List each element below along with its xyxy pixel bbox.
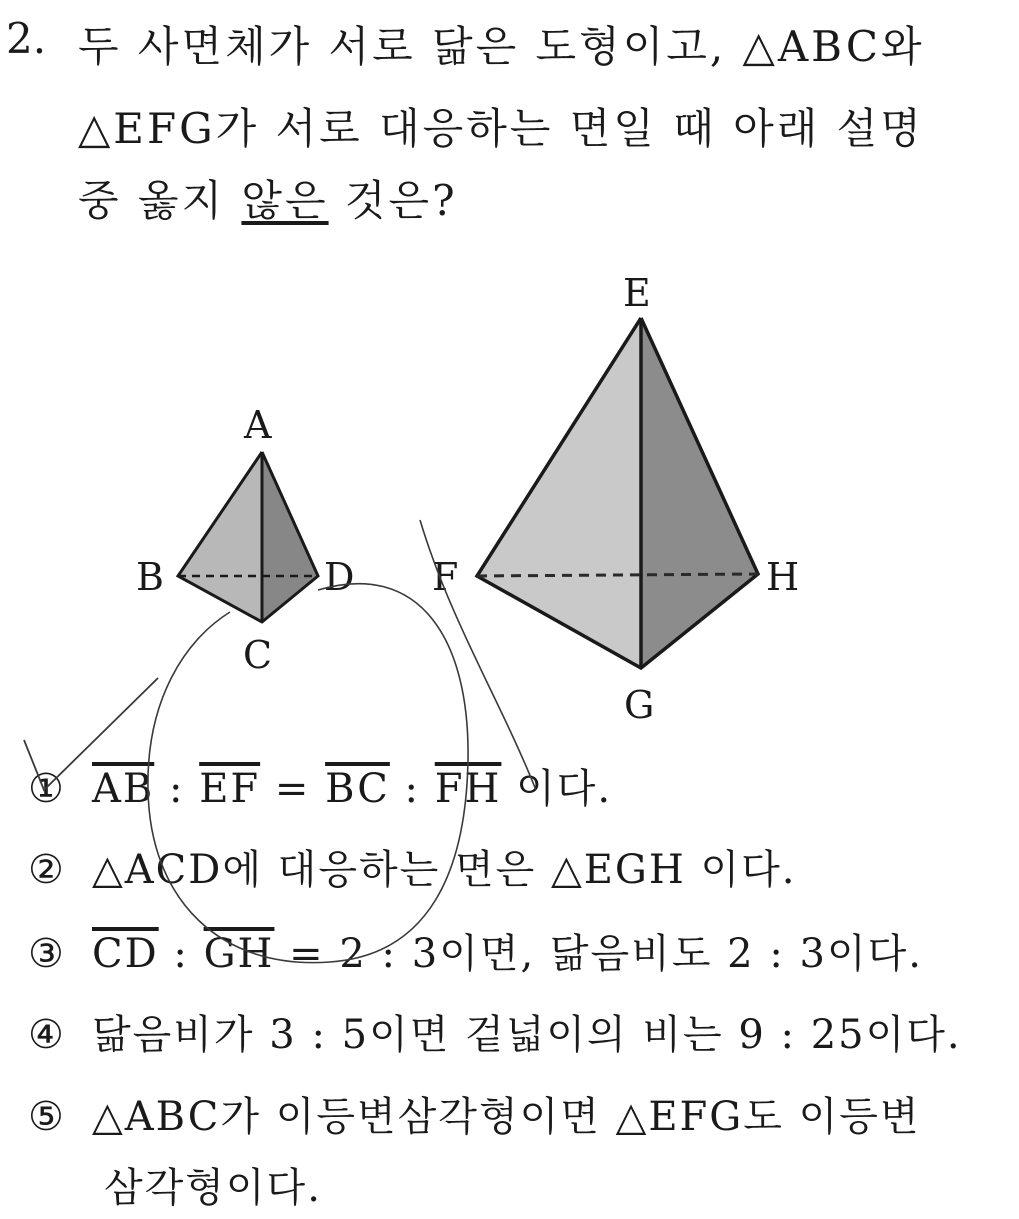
ratio-colon: : [158, 931, 204, 977]
choice-1-number: ① [28, 766, 66, 812]
question-line-1: 두 사면체가 서로 닮은 도형이고, △ABC와 [78, 22, 925, 71]
choice-5[interactable] [28, 1085, 921, 1142]
segment-ef: $\overline{EF}$ [199, 766, 261, 812]
choice-3-tail: = 2 : 3이면, 닮음비도 2 : 3이다. [274, 931, 923, 977]
vertex-label-c: C [243, 633, 273, 677]
vertex-label-b: B [136, 555, 164, 599]
choice-4-text: 닮음비가 3 : 5이면 겉넓이의 비는 9 : 25이다. [92, 1012, 962, 1058]
choice-3-number: ③ [28, 931, 66, 977]
choice-5-number: ⑤ [28, 1094, 66, 1140]
segment-gh: $\overline{GH}$ [203, 931, 275, 977]
choice-1[interactable] [28, 757, 612, 814]
segment-bc: $\overline{BC}$ [325, 766, 390, 812]
ratio-colon: : [154, 766, 200, 812]
choice-4[interactable] [28, 1003, 962, 1060]
vertex-label-e: E [623, 271, 651, 315]
vertex-label-d: D [324, 555, 355, 599]
choice-5-continuation: 삼각형이다. [104, 1165, 322, 1211]
question-line-2: △EFG가 서로 대응하는 면일 때 아래 설명 [78, 104, 924, 153]
equals-sign: = [260, 766, 326, 812]
vertex-label-a: A [244, 403, 272, 447]
question-line-3-pre: 중 옳지 [78, 176, 242, 225]
small-tetrahedron [136, 403, 354, 677]
segment-ab: $\overline{AB}$ [92, 766, 155, 812]
choice-1-tail: 이다. [501, 766, 613, 812]
question-emphasis: 않은 [241, 176, 329, 225]
choice-3[interactable] [28, 922, 923, 979]
question-number: 2. [6, 14, 47, 63]
segment-fh: $\overline{FH}$ [434, 766, 502, 812]
vertex-label-f: F [432, 555, 459, 599]
choice-2-text: △ACD에 대응하는 면은 △EGH 이다. [92, 847, 797, 893]
large-tetrahedron [432, 271, 799, 727]
ratio-colon: : [389, 766, 435, 812]
question-line-3-post: 것은? [328, 176, 458, 225]
vertex-label-h: H [766, 555, 800, 599]
choice-5-text: △ABC가 이등변삼각형이면 △EFG도 이등변 [92, 1094, 921, 1140]
choice-4-number: ④ [28, 1012, 66, 1058]
choice-2-number: ② [28, 847, 66, 893]
segment-cd: $\overline{CD}$ [92, 931, 159, 977]
choice-2[interactable] [28, 838, 796, 895]
vertex-label-g: G [624, 683, 655, 727]
